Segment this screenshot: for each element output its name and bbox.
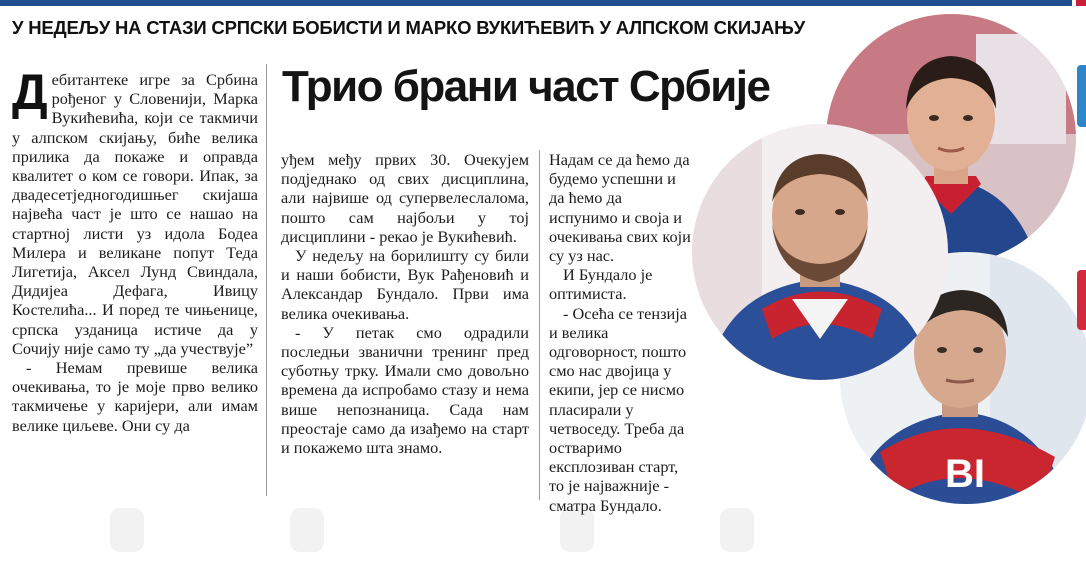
page-edge-tab — [1077, 65, 1086, 127]
top-color-bar — [0, 0, 1072, 6]
paragraph: У недељу на борилишту су били и наши бобисти, Вук Рађеновић и Александар Бундало. Први има велика очекивања. — [281, 246, 529, 323]
drop-cap: Д — [12, 64, 48, 120]
svg-text:BI: BI — [945, 452, 985, 496]
watermark — [720, 508, 754, 552]
article-column-2 — [281, 150, 529, 457]
paragraph: И Бундало је оптимиста. — [549, 265, 653, 304]
portrait-bearded-man-image — [692, 124, 948, 380]
paragraph: - Немам превише велика очекивања, то је моје прво велико такмичење у каријери, али имам велике циљеве. Они су да — [12, 358, 258, 435]
column-divider — [266, 64, 267, 496]
paragraph: - У петак смо одрадили последњи званични тренинг пред суботњу трку. Имали смо довољно времена да испробамо стазу и нема више непознаница. Сада нам преостаје само да изађемо на старт и покажемо шта знамо. — [281, 322, 529, 458]
article-kicker: У НЕДЕЉУ НА СТАЗИ СРПСКИ БОБИСТИ И МАРКО ВУКИЋЕВИЋ У АЛПСКОМ СКИЈАЊУ — [12, 17, 805, 38]
article-column-3 — [549, 150, 693, 515]
top-red-corner — [1076, 0, 1086, 6]
paragraph: уђем међу првих 30. Очекујем подједнако од свих дисциплина, али највише од супервелеслалома, пошто сам најбољи у тој дисциплини - рекао је Вукићевић. — [281, 150, 529, 246]
article-headline: Трио брани част Србије — [282, 62, 770, 111]
paragraph — [12, 64, 258, 358]
athlete-portrait-photo — [692, 124, 948, 380]
paragraph: - Осећа се тензија и велика одговорност, пошто смо нас двојица у екипи, јер се нисмо пласирали у четвоcеду. Треба да остваримо експлозиван старт, то је најважније - сматра Бундало. — [549, 303, 688, 515]
column-divider — [539, 150, 540, 500]
watermark — [110, 508, 144, 552]
watermark — [290, 508, 324, 552]
paragraph: Надам се да ћемо да будемо успешни и да ћемо да испунимо и своја и очекивања свих који су уз нас. — [549, 150, 691, 266]
page-edge-tab — [1077, 270, 1086, 330]
paragraph-text: ебитантеке игре за Србина рођеног у Словенији, Марка Вукићевића, који се такмичи у алпском скијању, биће велика прилика да покаже и оправда квалитет о ком се говори. Ипак, за двадесетједногодишњег скијаша највећа част је што се нашао на стартној листи уз идола Бодеа Милера и великане попут Теда Лигетија, Аксел Лунд Свиндала, Дидијеа Дефага, Ивицу Костелића... И поред те чињенице, српска узданица истиче да у Сочију није само ту „да учествује” — [12, 70, 258, 358]
article-column-1 — [12, 64, 258, 435]
